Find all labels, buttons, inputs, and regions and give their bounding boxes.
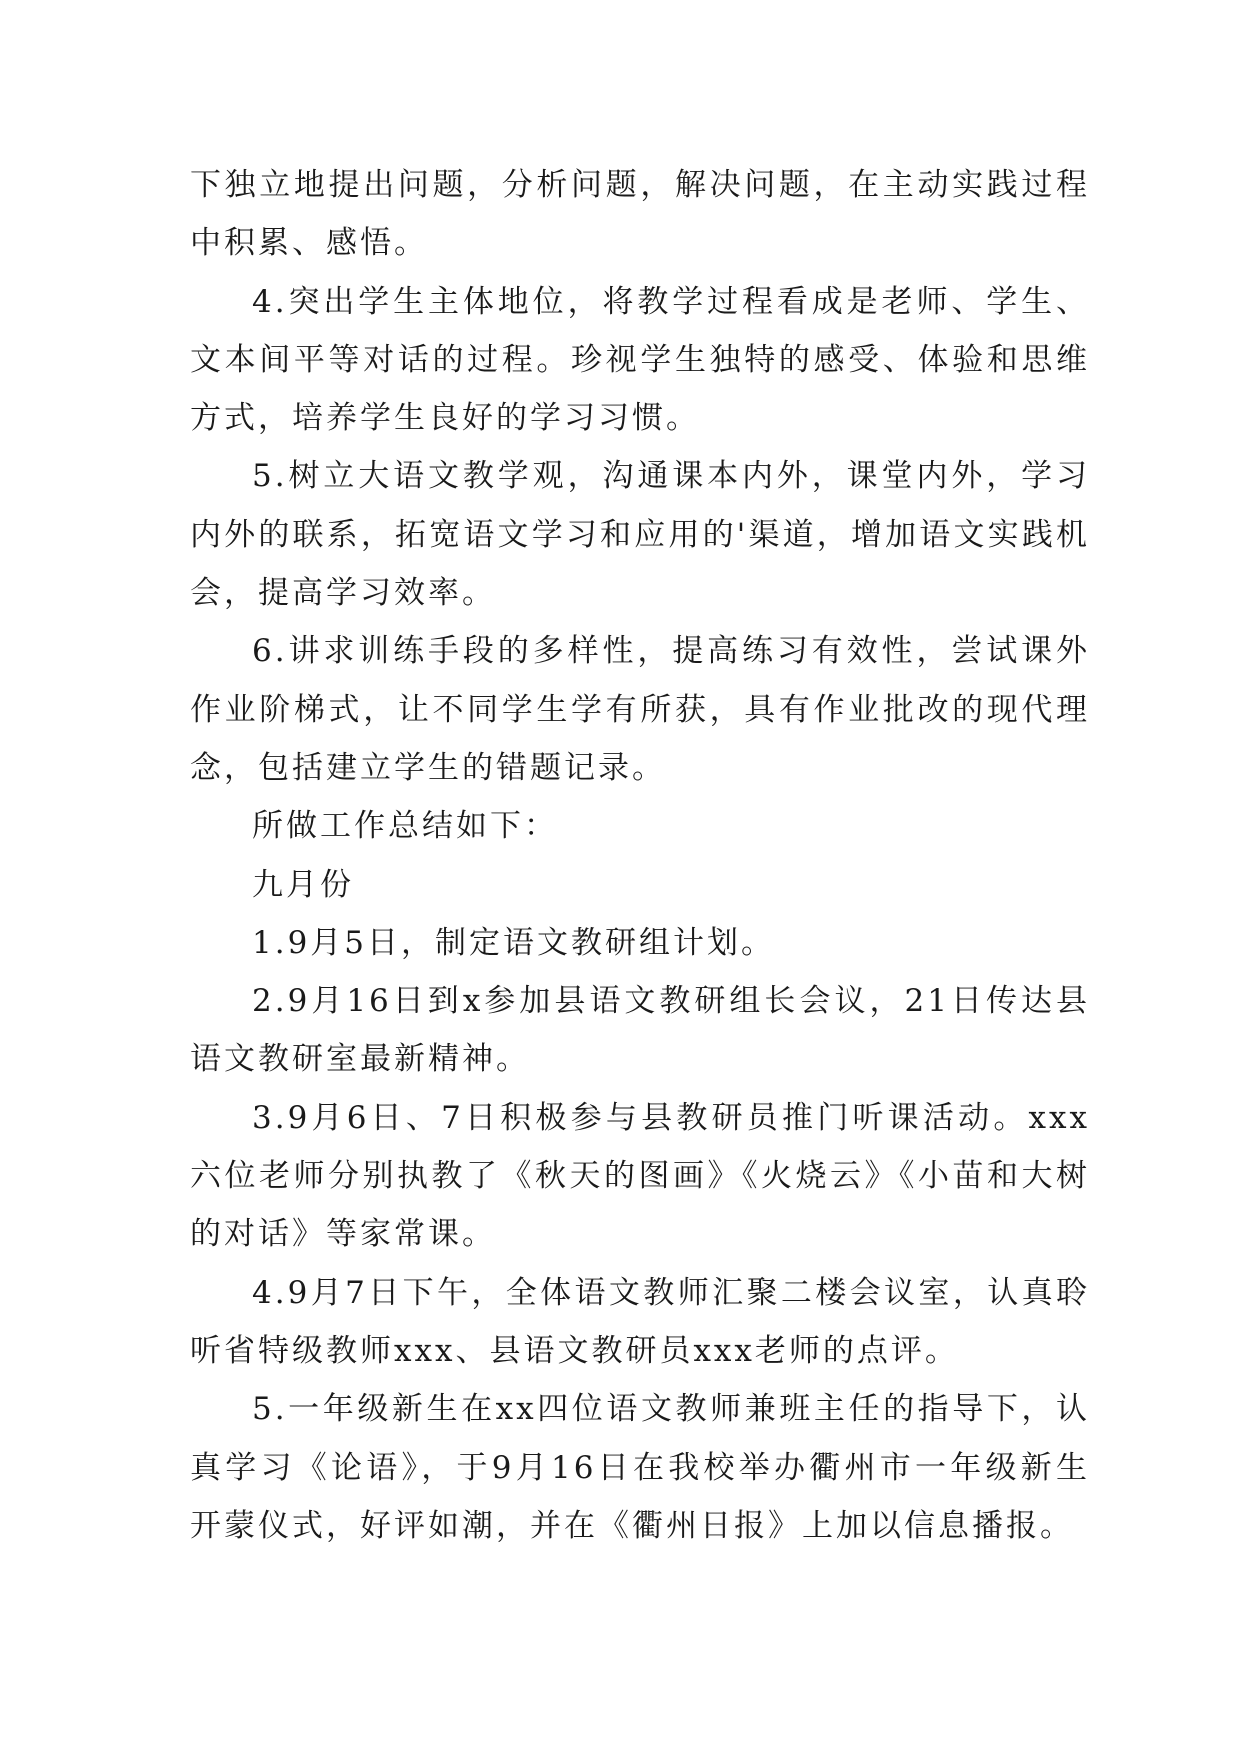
paragraph-3: 5.树立大语文教学观，沟通课本内外，课堂内外，学习内外的联系，拓宽语文学习和应用的'渠道，增加语文实践机会，提高学习效率。 bbox=[190, 458, 1090, 612]
paragraph-1: 下独立地提出问题，分析问题，解决问题，在主动实践过程中积累、感悟。 bbox=[190, 167, 1090, 262]
paragraph-7: 1.9月5日，制定语文教研组计划。 bbox=[252, 924, 776, 961]
paragraph-8: 2.9月16日到x参加县语文教研组长会议，21日传达县语文教研室最新精神。 bbox=[190, 983, 1090, 1078]
paragraph-5: 所做工作总结如下： bbox=[252, 808, 558, 845]
paragraph-10: 4.9月7日下午，全体语文教师汇聚二楼会议室，认真聆听省特级教师xxx、县语文教研员xxx老师的点评。 bbox=[190, 1274, 1090, 1369]
document-body bbox=[190, 156, 1090, 1555]
paragraph-9: 3.9月6日、7日积极参与县教研员推门听课活动。xxx六位老师分别执教了《秋天的图画》《火烧云》《小苗和大树的对话》等家常课。 bbox=[190, 1099, 1090, 1253]
paragraph-2: 4.突出学生主体地位，将教学过程看成是老师、学生、文本间平等对话的过程。珍视学生独特的感受、体验和思维方式，培养学生良好的学习习惯。 bbox=[190, 283, 1090, 437]
paragraph-4: 6.讲求训练手段的多样性，提高练习有效性，尝试课外作业阶梯式，让不同学生学有所获，具有作业批改的现代理念，包括建立学生的错题记录。 bbox=[190, 633, 1090, 786]
paragraph-11: 5.一年级新生在xx四位语文教师兼班主任的指导下，认真学习《论语》，于9月16日在我校举办衢州市一年级新生开蒙仪式，好评如潮，并在《衢州日报》上加以信息播报。 bbox=[190, 1391, 1090, 1544]
paragraph-6: 九月份 bbox=[252, 866, 354, 903]
